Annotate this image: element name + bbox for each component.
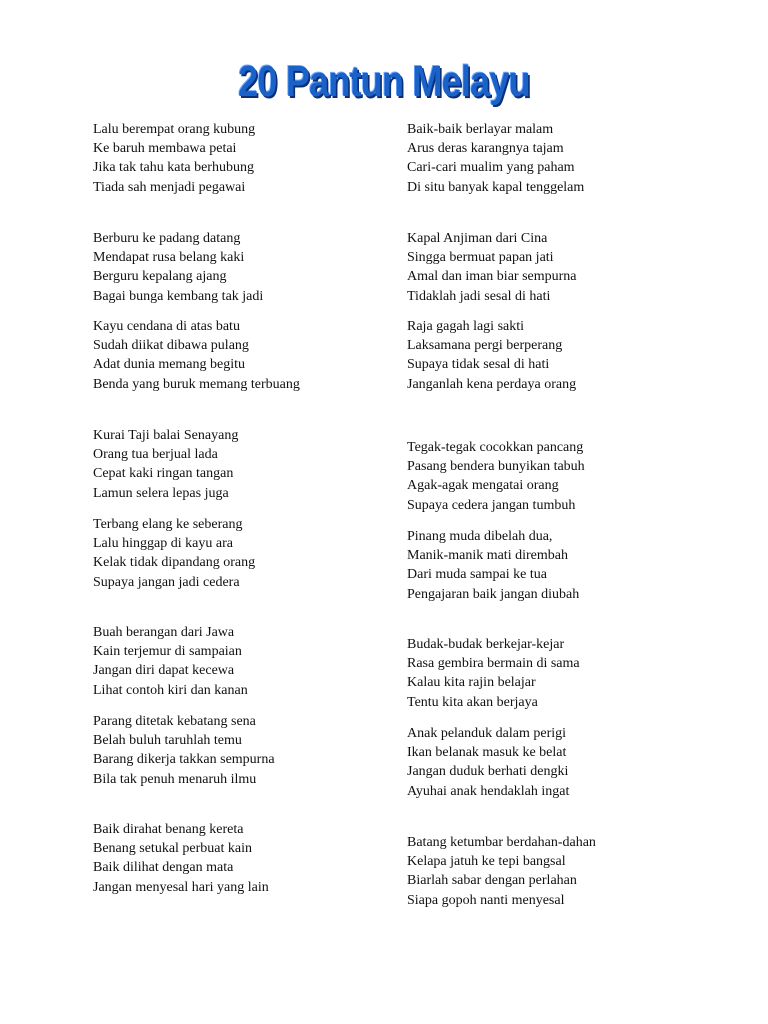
pantun-stanza [407,724,737,801]
pantun-line: Buah berangan dari Jawa [93,625,235,640]
pantun-line: Jangan diri dapat kecewa [93,663,235,679]
pantun-line: Kurai Taji balai Senayang [93,428,239,443]
pantun-line: Laksamana pergi berperang [407,338,563,354]
pantun-line: Terbang elang ke seberang [93,517,243,532]
pantun-line: Belah buluh taruhlah temu [93,733,242,749]
pantun-line: Tentu kita akan berjaya [407,694,538,710]
pantun-line: Berguru kepalang ajang [93,269,227,285]
pantun-line: Kelak tidak dipandang orang [93,555,256,571]
pantun-line: Manik-manik mati dirembah [407,548,568,564]
pantun-line: Supaya jangan jadi cedera [93,574,240,590]
pantun-line: Cepat kaki ringan tangan [93,466,234,482]
pantun-line: Kayu cendana di atas batu [93,319,240,334]
pantun-stanza [407,120,737,197]
pantun-stanza [407,635,737,712]
pantun-line: Rasa gembira bermain di sama [407,656,580,672]
pantun-line: Baik dilihat dengan mata [93,860,234,876]
pantun-line: Janganlah kena perdaya orang [407,376,577,392]
pantun-line: Lalu hinggap di kayu ara [93,536,233,552]
pantun-stanza [407,833,737,910]
pantun-line: Jika tak tahu kata berhubung [93,160,254,176]
pantun-line: Dari muda sampai ke tua [407,567,547,583]
pantun-line: Lihat contoh kiri dan kanan [93,682,248,698]
pantun-line: Supaya tidak sesal di hati [407,357,550,373]
pantun-line: Orang tua berjual lada [93,447,218,463]
pantun-stanza [93,120,423,197]
page-title: 20 Pantun Melayu [238,57,530,106]
pantun-line: Ayuhai anak hendaklah ingat [407,783,570,799]
pantun-line: Mendapat rusa belang kaki [93,250,245,266]
pantun-line: Benang setukal perbuat kain [93,841,253,857]
pantun-line: Agak-agak mengatai orang [407,478,559,494]
pantun-line: Sudah diikat dibawa pulang [93,338,249,354]
pantun-line: Pengajaran baik jangan diubah [407,586,580,602]
pantun-line: Tidaklah jadi sesal di hati [407,288,551,304]
pantun-line: Budak-budak berkejar-kejar [407,637,565,652]
pantun-line: Kelapa jatuh ke tepi bangsal [407,854,566,870]
pantun-line: Baik-baik berlayar malam [407,122,554,137]
pantun-line: Ikan belanak masuk ke belat [407,745,567,761]
pantun-line: Lalu berempat orang kubung [93,122,256,137]
pantun-stanza [407,317,737,394]
pantun-line: Pasang bendera bunyikan tabuh [407,459,585,475]
pantun-stanza [407,438,737,515]
pantun-line: Cari-cari mualim yang paham [407,160,575,176]
pantun-line: Batang ketumbar berdahan-dahan [407,835,596,850]
pantun-stanza [93,820,423,897]
pantun-line: Bagai bunga kembang tak jadi [93,288,264,304]
pantun-line: Pinang muda dibelah dua, [407,529,553,544]
pantun-stanza [93,229,423,306]
pantun-line: Kalau kita rajin belajar [407,675,536,691]
pantun-line: Lamun selera lepas juga [93,485,229,501]
pantun-stanza [93,712,423,789]
pantun-line: Tegak-tegak cocokkan pancang [407,440,584,455]
pantun-stanza [93,317,423,394]
pantun-line: Raja gagah lagi sakti [407,319,525,334]
pantun-line: Supaya cedera jangan tumbuh [407,497,576,513]
pantun-line: Benda yang buruk memang terbuang [93,376,300,392]
pantun-line: Biarlah sabar dengan perlahan [407,873,577,889]
pantun-line: Ke baruh membawa petai [93,141,237,157]
pantun-line: Anak pelanduk dalam perigi [407,726,567,741]
pantun-line: Adat dunia memang begitu [93,357,246,373]
pantun-line: Tiada sah menjadi pegawai [93,179,246,195]
pantun-line: Kapal Anjiman dari Cina [407,231,548,246]
pantun-line: Berburu ke padang datang [93,231,241,246]
pantun-line: Jangan duduk berhati dengki [407,764,569,780]
pantun-line: Arus deras karangnya tajam [407,141,564,157]
pantun-stanza [93,623,423,700]
pantun-line: Kain terjemur di sampaian [93,644,242,660]
pantun-line: Parang ditetak kebatang sena [93,714,256,729]
pantun-stanza [407,527,737,604]
pantun-stanza [93,426,423,503]
pantun-line: Bila tak penuh menaruh ilmu [93,771,257,787]
pantun-line: Jangan menyesal hari yang lain [93,879,269,895]
pantun-stanza [93,515,423,592]
pantun-line: Barang dikerja takkan sempurna [93,752,275,768]
pantun-line: Singga bermuat papan jati [407,250,554,266]
pantun-line: Siapa gopoh nanti menyesal [407,892,565,908]
pantun-stanza [407,229,737,306]
pantun-line: Di situ banyak kapal tenggelam [407,179,585,195]
pantun-line: Baik dirahat benang kereta [93,822,244,837]
pantun-line: Amal dan iman biar sempurna [407,269,577,285]
